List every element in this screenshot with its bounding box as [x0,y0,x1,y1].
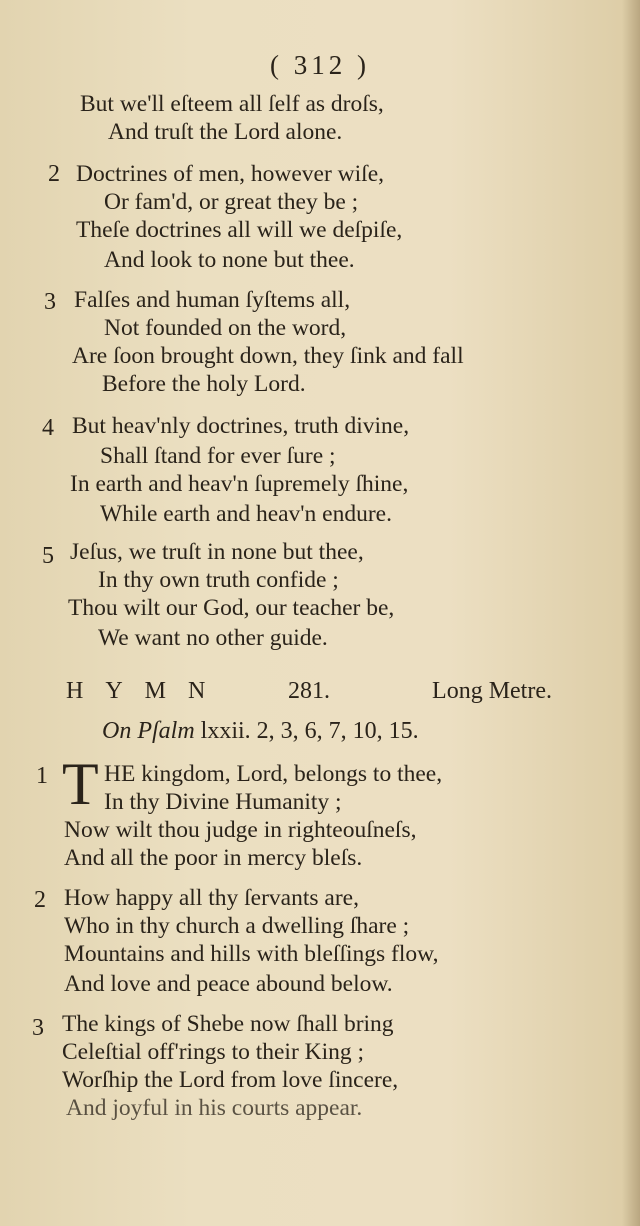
hymn-label: HYMN [66,678,228,704]
verse-line: And joyful in his courts appear. [66,1095,363,1121]
hymn-number: 281. [288,678,330,704]
verse-line: Theſe doctrines all will we deſpiſe, [76,217,403,243]
verse-line: In earth and heav'n ſupremely ſhine, [70,471,409,497]
verse-line: Doctrines of men, however wiſe, [76,161,385,187]
verse-line: We want no other guide. [98,625,328,651]
page-edge [622,0,640,1226]
verse-line: And love and peace abound below. [64,971,393,997]
verse-number: 5 [42,543,54,569]
verse-line: Celeſtial off'rings to their King ; [62,1039,365,1065]
verse-number: 1 [36,763,48,789]
continuation-line-1: But we'll eſteem all ſelf as droſs, [80,91,384,117]
verse-number: 3 [32,1015,44,1041]
verse-line: HE kingdom, Lord, belongs to thee, [104,761,443,787]
verse-line: In thy own truth confide ; [98,567,339,593]
subtitle-italic: On Pſalm [102,718,195,744]
verse-number: 2 [34,887,46,913]
verse-line: How happy all thy ſervants are, [64,885,359,911]
verse-line: Mountains and hills with bleſſings flow, [64,941,439,967]
verse-number: 2 [48,161,60,187]
hymn-subtitle [102,718,419,745]
verse-line: Before the holy Lord. [102,371,306,397]
hymn-metre: Long Metre. [432,678,552,704]
subtitle-reference: lxxii. 2, 3, 6, 7, 10, 15. [200,718,419,744]
page-number: ( 312 ) [270,50,370,80]
verse-line: Or fam'd, or great they be ; [104,189,359,215]
verse-line: Thou wilt our God, our teacher be, [68,595,395,621]
verse-line: Jeſus, we truſt in none but thee, [70,539,364,565]
continuation-line-2: And truſt the Lord alone. [108,119,343,145]
verse-line: Falſes and human ſyſtems all, [74,287,351,313]
verse-line: And all the poor in mercy bleſs. [64,845,363,871]
verse-line: Shall ſtand for ever ſure ; [100,443,336,469]
verse-line: But heav'nly doctrines, truth divine, [72,413,410,439]
verse-line: In thy Divine Humanity ; [104,789,342,815]
verse-line: Are ſoon brought down, they ſink and fall [72,343,464,369]
drop-cap: T [62,751,99,817]
verse-line: Worſhip the Lord from love ſincere, [62,1067,399,1093]
verse-number: 3 [44,289,56,315]
verse-line: Now wilt thou judge in righteouſneſs, [64,817,417,843]
verse-line: Not founded on the word, [104,315,347,341]
verse-number: 4 [42,415,54,441]
hymn-heading [66,676,552,706]
verse-line: While earth and heav'n endure. [100,501,392,527]
verse-line: The kings of Shebe now ſhall bring [62,1011,394,1037]
verse-line: Who in thy church a dwelling ſhare ; [64,913,410,939]
verse-line: And look to none but thee. [104,247,355,273]
